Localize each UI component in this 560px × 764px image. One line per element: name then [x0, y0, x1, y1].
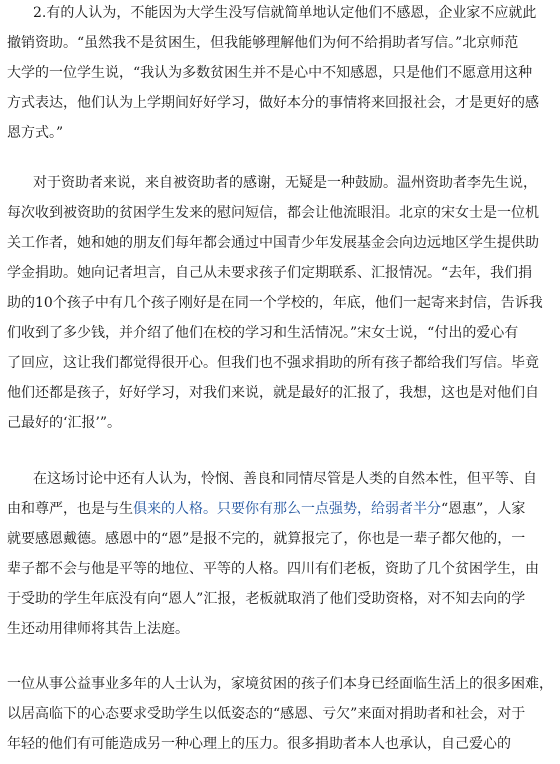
- text-line: [7, 584, 555, 614]
- text-line: 对于资助者来说，来自被资助者的感谢，无疑是一种鼓励。温州资助者李先生说，: [33, 175, 537, 191]
- text-line: [7, 524, 555, 554]
- paragraph-1: [7, 0, 555, 148]
- text-line: 恩方式。”: [7, 125, 64, 141]
- text-line: [7, 554, 555, 584]
- text-segment: 在这场讨论中还有人认为，怜悯、善良和同情尽管是人类的自然本性，但平等、自: [33, 471, 537, 487]
- text-line: [7, 614, 555, 644]
- text-segment: 于受助的学生年底没有向“恩人”汇报，老板就取消了他们受助资格，对不知去向的学: [7, 591, 526, 607]
- text-line: 关工作者，她和她的朋友们每年都会通过中国青少年发展基金会向边远地区学生提供助: [7, 235, 539, 251]
- text-line: 了回应，这让我们都觉得很开心。但我们也不强求捐助的所有孩子都给我们写信。毕竟: [7, 355, 539, 371]
- text-line: 年轻的他们有可能造成另一种心理上的压力。很多捐助者本人也承认，自己爱心的: [7, 736, 511, 752]
- text-line: 撤销资助。“虽然我不是贫困生，但我能够理解他们为何不给捐助者写信。”北京师范: [7, 35, 519, 51]
- text-line: [7, 464, 555, 494]
- text-segment: 生还动用律师将其告上法庭。: [7, 621, 189, 637]
- text-line: [7, 494, 555, 524]
- text-segment: 辈子都不会与他是平等的地位、平等的人格。四川有们老板，资助了几个贫困学生，由: [7, 561, 539, 577]
- paragraph-4: [7, 669, 555, 759]
- text-line: 们收到了多少钱，并介绍了他们在校的学习和生活情况。”宋女士说，“付出的爱心有: [7, 325, 519, 341]
- text-line: 己最好的‘汇报’”。: [7, 415, 122, 431]
- text-segment: 由和尊严，也是与生: [7, 501, 133, 517]
- text-line: 学金捐助。她向记者坦言，自己从未要求孩子们定期联系、汇报情况。“去年，我们捐: [7, 265, 533, 281]
- text-line: 2.有的人认为，不能因为大学生没写信就简单地认定他们不感恩，企业家不应就此: [33, 5, 537, 21]
- text-line: 一位从事公益事业多年的人士认为，家境贫困的孩子们本身已经面临生活上的很多困难，: [7, 676, 553, 692]
- text-line: 助的10个孩子中有几个孩子刚好是在同一个学校的，年底，他们一起寄来封信，告诉我: [7, 295, 543, 311]
- paragraph-3: [7, 464, 555, 644]
- highlighted-text: 俱来的人格。只要你有那么一点强势，给弱者半分: [133, 501, 441, 517]
- paragraph-2: [7, 168, 555, 438]
- text-line: 每次收到被资助的贫困学生发来的慰问短信，都会让他流眼泪。北京的宋女士是一位机: [7, 205, 539, 221]
- text-line: 以居高临下的心态要求受助学生以低姿态的“感恩、亏欠”来面对捐助者和社会，对于: [7, 706, 526, 722]
- text-segment: “恩惠”，人家: [441, 501, 526, 517]
- text-line: 方式表达，他们认为上学期间好好学习，做好本分的事情将来回报社会，才是更好的感: [7, 95, 539, 111]
- text-line: 他们还都是孩子，好好学习，对我们来说，就是最好的汇报了，我想，这也是对他们自: [7, 385, 539, 401]
- text-segment: 就要感恩戴德。感恩中的“恩”是报不完的，就算报完了，你也是一辈子都欠他的，一: [7, 531, 526, 547]
- text-line: 大学的一位学生说，“我认为多数贫困生并不是心中不知感恩，只是他们不愿意用这种: [7, 65, 533, 81]
